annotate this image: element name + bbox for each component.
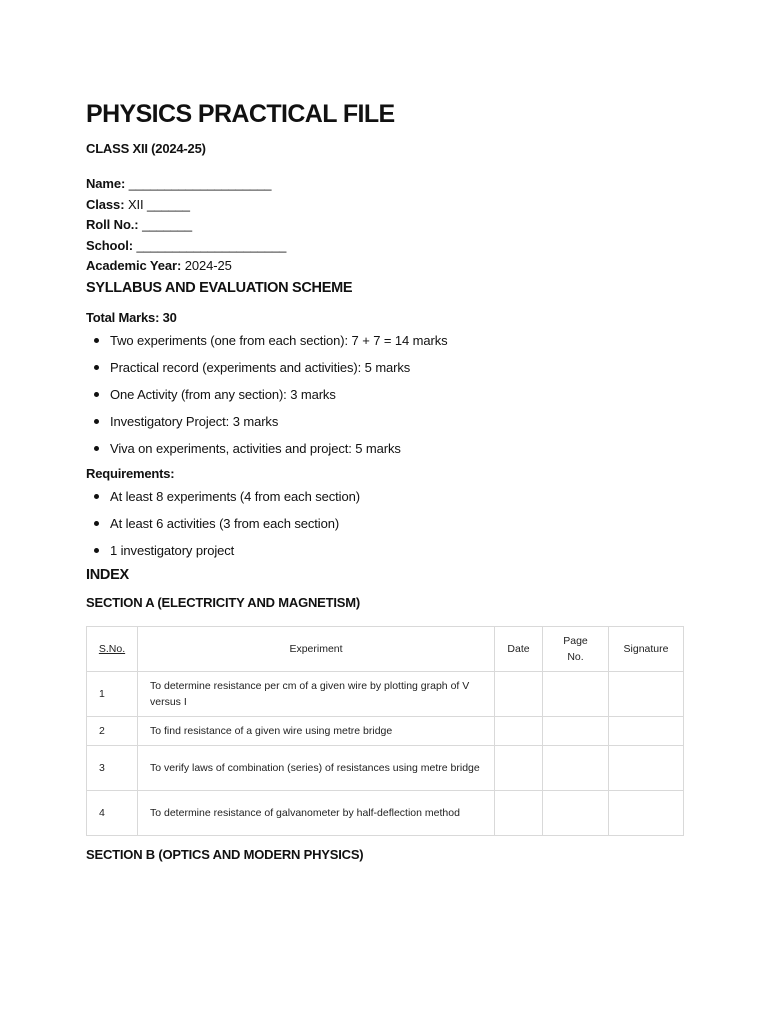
sno-header: S.No. bbox=[87, 627, 138, 672]
list-item bbox=[86, 354, 686, 381]
requirements-list bbox=[86, 483, 686, 565]
bullet-icon bbox=[94, 365, 99, 370]
table-row bbox=[87, 672, 684, 717]
list-item bbox=[86, 381, 686, 408]
list-item-text: At least 6 activities (3 from each section) bbox=[110, 515, 340, 531]
list-item-text: 1 investigatory project bbox=[110, 542, 235, 558]
school-field bbox=[86, 236, 686, 257]
list-item-text: Viva on experiments, activities and project: 5 marks bbox=[110, 441, 401, 457]
list-item-text: Two experiments (one from each section): 7 + 7 = 14 marks bbox=[110, 332, 448, 348]
date-cell bbox=[495, 791, 543, 836]
list-item-text: One Activity (from any section): 3 marks bbox=[110, 386, 336, 402]
roll-no-field bbox=[86, 215, 686, 236]
signature-cell bbox=[609, 746, 684, 791]
class-field bbox=[86, 195, 686, 216]
table-row bbox=[87, 746, 684, 791]
class-value: XII ______ bbox=[127, 196, 190, 212]
signature-header: Signature bbox=[609, 627, 684, 672]
list-item bbox=[86, 327, 686, 354]
bullet-icon bbox=[94, 338, 99, 343]
bullet-icon bbox=[94, 419, 99, 424]
list-item bbox=[86, 408, 686, 435]
bullet-icon bbox=[94, 521, 99, 526]
section-a-heading: SECTION A (ELECTRICITY AND MAGNETISM) bbox=[86, 595, 361, 611]
academic-year-field bbox=[86, 256, 686, 277]
school-value: _____________________ bbox=[136, 237, 287, 253]
page-no-cell bbox=[543, 717, 609, 746]
experiments-table bbox=[86, 626, 684, 836]
bullet-icon bbox=[94, 494, 99, 499]
name-value: ____________________ bbox=[128, 176, 272, 191]
page-no-header: Page No. bbox=[543, 627, 609, 672]
section-b-heading: SECTION B (OPTICS AND MODERN PHYSICS) bbox=[86, 847, 364, 863]
list-item bbox=[86, 483, 686, 510]
list-item-text: At least 8 experiments (4 from each section) bbox=[110, 488, 360, 504]
table-header-row bbox=[87, 627, 684, 672]
roll-no-value: _______ bbox=[142, 217, 192, 232]
signature-cell bbox=[609, 717, 684, 746]
document-title: PHYSICS PRACTICAL FILE bbox=[86, 100, 395, 128]
experiment-cell: To find resistance of a given wire using metre bridge bbox=[138, 717, 495, 746]
date-header: Date bbox=[495, 627, 543, 672]
academic-year-label: Academic Year: bbox=[86, 258, 182, 273]
roll-no-label: Roll No.: bbox=[86, 217, 139, 232]
requirements-label: Requirements: bbox=[86, 465, 175, 481]
sno-cell: 4 bbox=[87, 791, 138, 836]
sno-cell: 1 bbox=[87, 672, 138, 717]
sno-cell: 2 bbox=[87, 717, 138, 746]
table-row bbox=[87, 717, 684, 746]
name-label: Name: bbox=[86, 176, 126, 191]
experiment-cell: To verify laws of combination (series) of resistances using metre bridge bbox=[138, 746, 495, 791]
list-item bbox=[86, 435, 686, 462]
experiment-cell: To determine resistance per cm of a given wire by plotting graph of V versus I bbox=[138, 672, 495, 717]
index-heading: INDEX bbox=[86, 567, 129, 584]
table-row bbox=[87, 791, 684, 836]
class-subtitle: CLASS XII (2024-25) bbox=[86, 141, 206, 156]
evaluation-list bbox=[86, 327, 686, 463]
date-cell bbox=[495, 672, 543, 717]
page-no-cell bbox=[543, 791, 609, 836]
list-item bbox=[86, 537, 686, 564]
document-page bbox=[86, 96, 686, 864]
date-cell bbox=[495, 746, 543, 791]
signature-cell bbox=[609, 672, 684, 717]
bullet-icon bbox=[94, 392, 99, 397]
signature-cell bbox=[609, 791, 684, 836]
student-details bbox=[86, 174, 686, 277]
list-item bbox=[86, 510, 686, 537]
school-label: School: bbox=[86, 237, 133, 253]
class-label: Class: bbox=[86, 196, 125, 212]
page-no-cell bbox=[543, 672, 609, 717]
bullet-icon bbox=[94, 548, 99, 553]
total-marks: Total Marks: 30 bbox=[86, 309, 177, 325]
list-item-text: Practical record (experiments and activities): 5 marks bbox=[110, 359, 411, 375]
bullet-icon bbox=[94, 446, 99, 451]
academic-year-value: 2024-25 bbox=[184, 258, 232, 273]
list-item-text: Investigatory Project: 3 marks bbox=[110, 414, 279, 430]
sno-cell: 3 bbox=[87, 746, 138, 791]
name-field bbox=[86, 174, 686, 195]
date-cell bbox=[495, 717, 543, 746]
experiment-header: Experiment bbox=[138, 627, 495, 672]
experiment-cell: To determine resistance of galvanometer by half-deflection method bbox=[138, 791, 495, 836]
syllabus-heading: SYLLABUS AND EVALUATION SCHEME bbox=[86, 279, 353, 296]
page-no-cell bbox=[543, 746, 609, 791]
